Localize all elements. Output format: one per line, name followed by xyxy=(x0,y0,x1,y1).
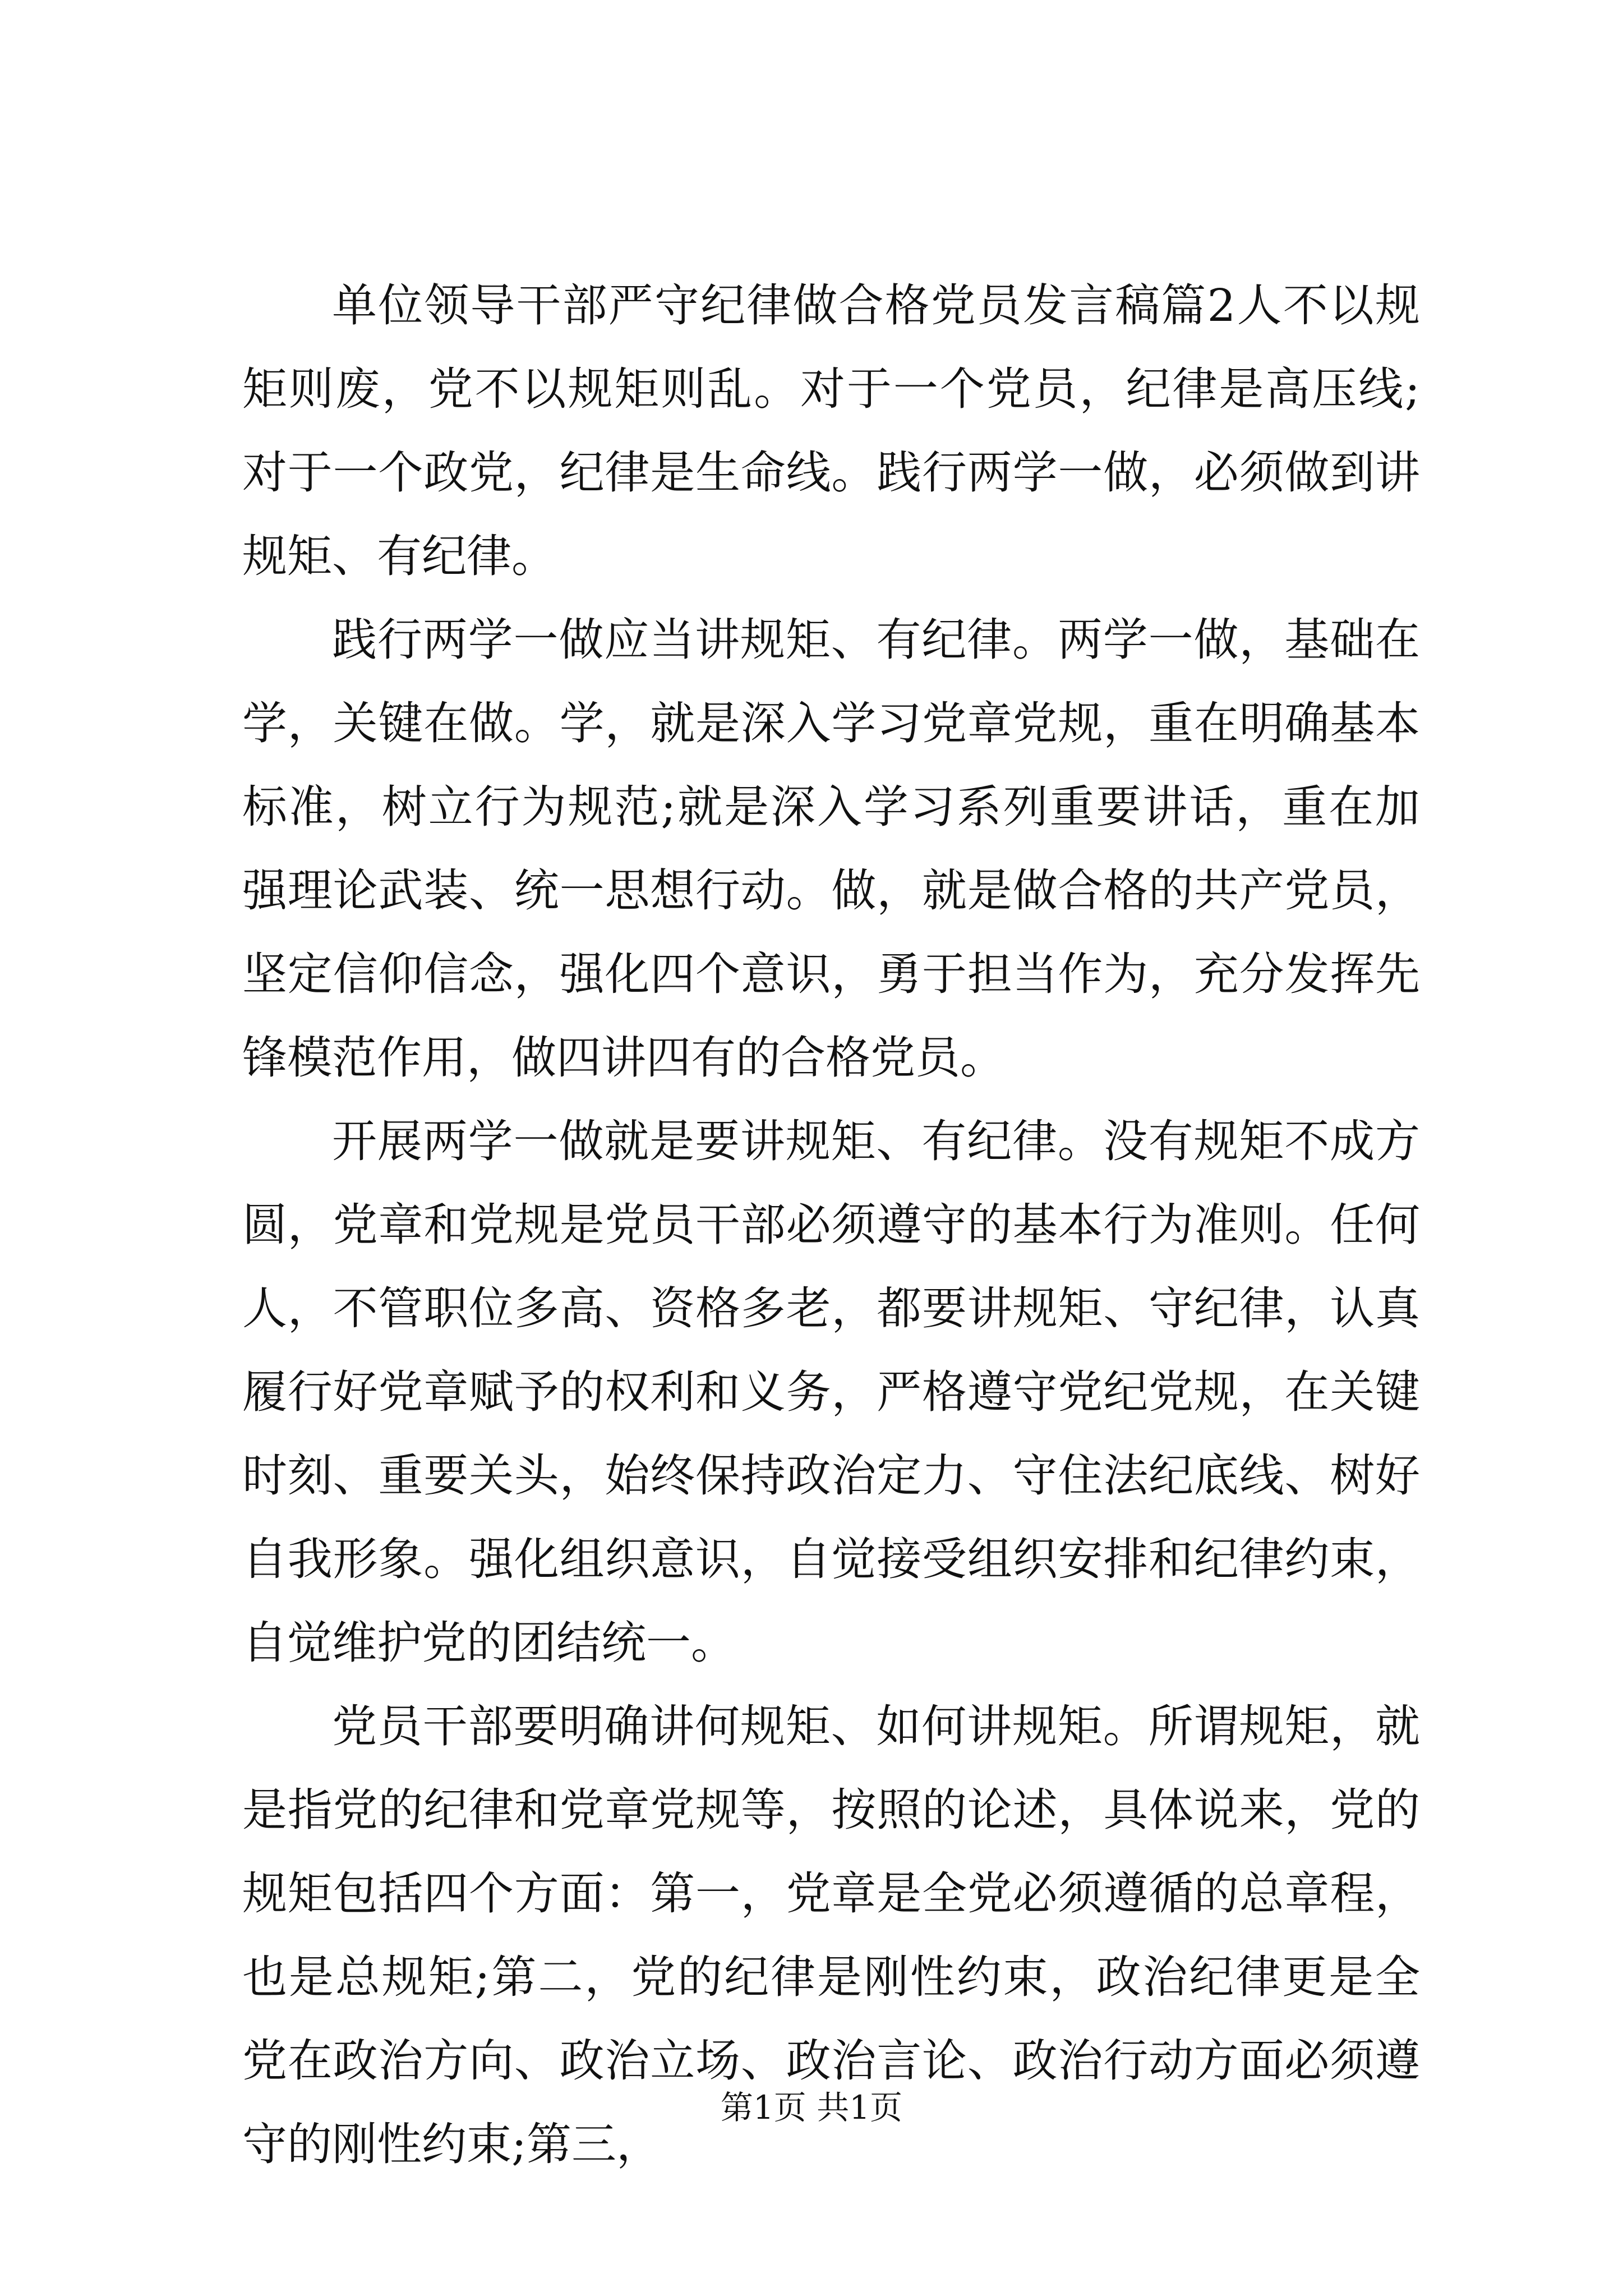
paragraph-3: 开展两学一做就是要讲规矩、有纪律。没有规矩不成方圆，党章和党规是党员干部必须遵守的基本行为准则。任何人，不管职位多高、资格多老，都要讲规矩、守纪律，认真履行好党章赋予的权利和义务，严格遵守党纪党规，在关键时刻、重要关头，始终保持政治定力、守住法纪底线、树好自我形象。强化组织意识，自觉接受组织安排和纪律约束，自觉维护党的团结统一。 xyxy=(242,1115,1420,1669)
paragraph-1: 单位领导干部严守纪律做合格党员发言稿篇2人不以规矩则废，党不以规矩则乱。对于一个党员，纪律是高压线;对于一个政党，纪律是生命线。践行两学一做，必须做到讲规矩、有纪律。 xyxy=(242,279,1420,582)
paragraph-2: 践行两学一做应当讲规矩、有纪律。两学一做，基础在学，关键在做。学，就是深入学习党章党规，重在明确基本标准，树立行为规范;就是深入学习系列重要讲话，重在加强理论武装、统一思想行动。做，就是做合格的共产党员，坚定信仰信念，强化四个意识，勇于担当作为，充分发挥先锋模范作用，做四讲四有的合格党员。 xyxy=(242,614,1420,1084)
page-footer: 第1页 共1页 xyxy=(720,2088,903,2127)
document-body xyxy=(242,264,1420,2186)
paragraph-4: 党员干部要明确讲何规矩、如何讲规矩。所谓规矩，就是指党的纪律和党章党规等，按照的论述，具体说来，党的规矩包括四个方面：第一，党章是全党必须遵循的总章程，也是总规矩;第二，党的纪律是刚性约束，政治纪律更是全党在政治方向、政治立场、政治言论、政治行动方面必须遵守的刚性约束;第三， xyxy=(242,1700,1420,2170)
